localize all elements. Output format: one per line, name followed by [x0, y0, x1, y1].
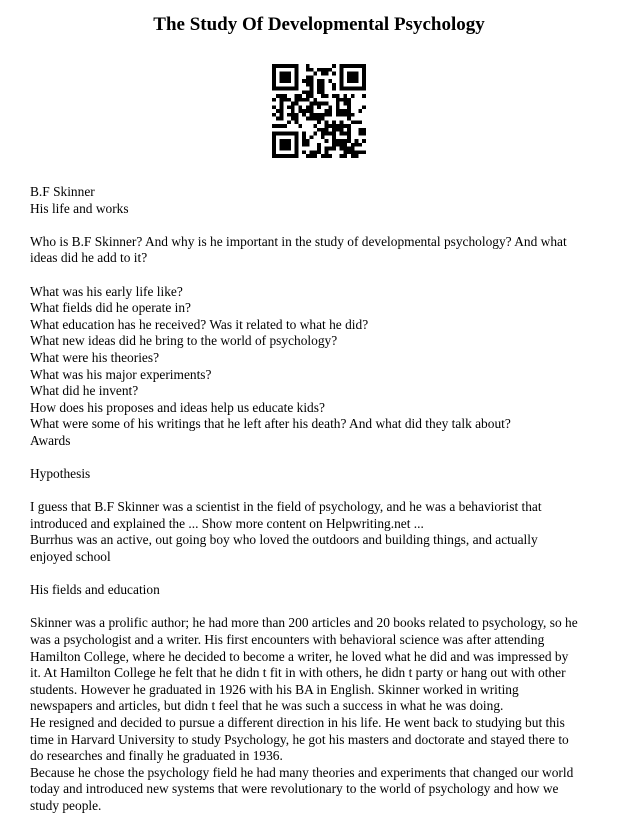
- text-line: ideas did he add to it?: [30, 250, 148, 266]
- page-title: The Study Of Developmental Psychology: [153, 14, 485, 35]
- text-line: What were some of his writings that he left after his death? And what did they talk about?: [30, 416, 511, 432]
- text-line: enjoyed school: [30, 549, 111, 565]
- paragraph: [30, 582, 610, 599]
- text-line: How does his proposes and ideas help us educate kids?: [30, 399, 325, 415]
- paragraph-gap: [30, 599, 610, 616]
- text-line: What were his theories?: [30, 349, 160, 365]
- text-line: it. At Hamilton College he felt that he didn t fit in with others, he didn t party or hang out with other: [30, 665, 566, 681]
- paragraph-gap: [30, 217, 610, 234]
- text-line: Hamilton College, where he decided to become a writer, he loved what he did and was impressed by: [30, 648, 569, 664]
- text-line: Burrhus was an active, out going boy who loved the outdoors and building things, and actually: [30, 532, 538, 548]
- text-line: Awards: [30, 432, 71, 448]
- paragraph-gap: [30, 450, 610, 467]
- paragraph: [30, 234, 610, 267]
- paragraph: [30, 184, 610, 217]
- text-line: He resigned and decided to pursue a different direction in his life. He went back to studying but this: [30, 715, 565, 730]
- text-line: do researches and finally he graduated in 1936.: [30, 748, 283, 764]
- text-line: What education has he received? Was it related to what he did?: [30, 316, 369, 332]
- text-line: time in Harvard University to study Psychology, he got his masters and doctorate and stayed there to: [30, 731, 569, 747]
- paragraph: [30, 499, 610, 565]
- text-line: His fields and education: [30, 582, 160, 598]
- text-line: I guess that B.F Skinner was a scientist in the field of psychology, and he was a behaviorist that: [30, 499, 542, 515]
- qr-code-icon: [272, 64, 366, 158]
- text-line: What did he invent?: [30, 383, 139, 399]
- paragraph: [30, 615, 610, 814]
- paragraph-gap: [30, 267, 610, 284]
- text-line: B.F Skinner: [30, 184, 95, 199]
- text-line: was a psychologist and a writer. His first encounters with behavioral science was after attending: [30, 632, 545, 648]
- document-body: [30, 184, 610, 815]
- text-line: What fields did he operate in?: [30, 300, 191, 316]
- text-line: Skinner was a prolific author; he had more than 200 articles and 20 books related to psychology, so he: [30, 615, 578, 631]
- text-line: Because he chose the psychology field he had many theories and experiments that changed our world: [30, 764, 574, 780]
- text-line: Who is B.F Skinner? And why is he important in the study of developmental psychology? And what: [30, 233, 567, 249]
- text-line: study people.: [30, 797, 102, 813]
- text-line: students. However he graduated in 1926 with his BA in English. Skinner worked in writing: [30, 681, 519, 697]
- text-line: What was his early life like?: [30, 283, 183, 299]
- text-line: What new ideas did he bring to the world of psychology?: [30, 333, 338, 349]
- paragraph: [30, 466, 610, 483]
- text-line: newspapers and articles, but didn t feel that he was such a success in what he was doing.: [30, 698, 504, 714]
- paragraph-gap: [30, 483, 610, 500]
- text-line: Hypothesis: [30, 466, 91, 482]
- text-line: today and introduced new systems that were revolutionary to the world of psychology and how we: [30, 781, 559, 797]
- text-line: introduced and explained the ... Show more content on Helpwriting.net ...: [30, 515, 424, 531]
- text-line: What was his major experiments?: [30, 366, 212, 382]
- paragraph: [30, 284, 610, 450]
- text-line: His life and works: [30, 200, 129, 216]
- paragraph-gap: [30, 566, 610, 583]
